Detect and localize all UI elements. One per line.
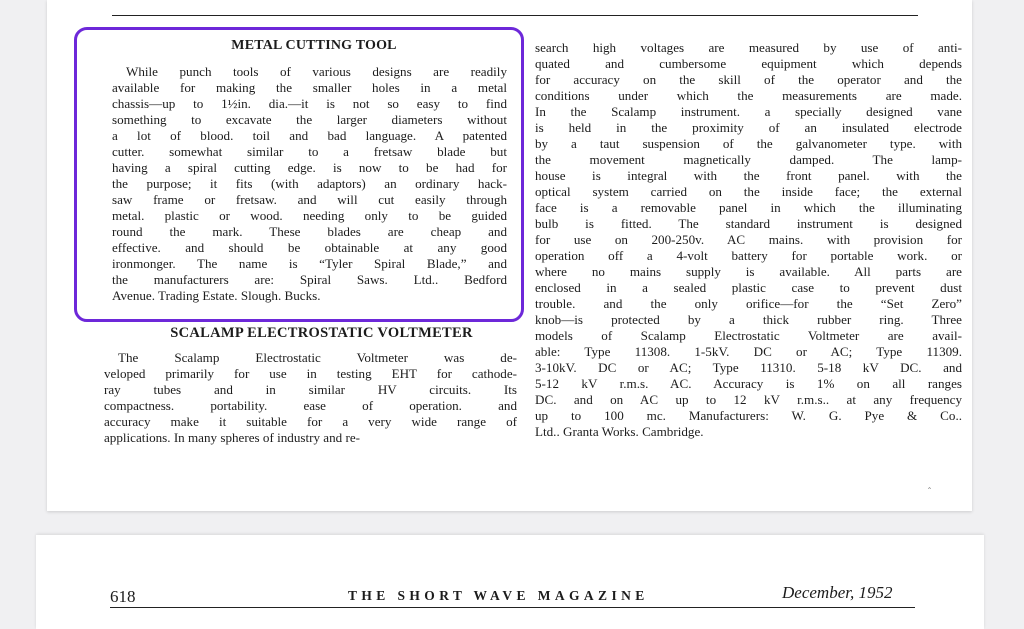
metal-cutting-tool-line: round the mark. These blades are cheap and: [112, 224, 507, 239]
scalamp-continued-line: knob—is protected by a thick rubber ring. Three: [535, 312, 962, 327]
metal-cutting-tool-line: Avenue. Trading Estate. Slough. Bucks.: [112, 288, 321, 303]
scalamp-continued-line: optical system carried on the inside face; the external: [535, 184, 962, 199]
scalamp-line: accuracy make it suitable for a very wide range of: [104, 414, 517, 429]
top-rule: [112, 15, 918, 16]
metal-cutting-tool-line: the purpose; it fits (with adaptors) an ordinary hack-: [112, 176, 507, 191]
scalamp-continued-line: face is a removable panel in which the illuminating: [535, 200, 962, 215]
scalamp-continued-line: models of Scalamp Electrostatic Voltmeter are avail-: [535, 328, 962, 343]
magazine-name: THE SHORT WAVE MAGAZINE: [348, 588, 649, 603]
scalamp-continued-line: able: Type 11308. 1-5kV. DC or AC; Type 11309.: [535, 344, 962, 359]
metal-cutting-tool-line: saw frame or fretsaw. and will cut easily through: [112, 192, 507, 207]
metal-cutting-tool-line: metal. plastic or wood. needing only to be guided: [112, 208, 507, 223]
metal-cutting-tool-line: While punch tools of various designs are readily: [126, 64, 507, 79]
metal-cutting-tool-line: ironmonger. The name is “Tyler Spiral Blade,” and: [112, 256, 507, 271]
metal-cutting-tool-text: [112, 64, 507, 304]
magazine-page: [47, 0, 972, 511]
scalamp-continued-line: 5-12 kV r.m.s. AC. Accuracy is 1% on all ranges: [535, 376, 962, 391]
metal-cutting-tool-line: cutter. somewhat similar to a fretsaw blade but: [112, 144, 507, 159]
scalamp-continued-line: 3-10kV. DC or AC; Type 11310. 5-18 kV DC. and: [535, 360, 962, 375]
scalamp-continued-line: by a taut suspension of the galvanometer type. with: [535, 136, 962, 151]
scalamp-continued-line: house is integral with the front panel. with the: [535, 168, 962, 183]
scalamp-continued-line: In the Scalamp instrument. a specially designed vane: [535, 104, 962, 119]
scalamp-continued-line: where no mains supply is available. All parts are: [535, 264, 962, 279]
scalamp-continued-line: the movement magnetically damped. The lamp-: [535, 152, 962, 167]
metal-cutting-tool-line: chassis—up to 1½in. dia.—it is not so easy to find: [112, 96, 507, 111]
magazine-footer-page: [36, 535, 984, 629]
scan-mark: ˆ: [927, 487, 932, 498]
scalamp-line: ray tubes and in similar HV circuits. Its: [104, 382, 517, 397]
scalamp-heading: SCALAMP ELECTROSTATIC VOLTMETER: [170, 325, 473, 341]
scalamp-continued-line: conditions under which the measurements are made.: [535, 88, 962, 103]
scalamp-continued-line: bulb is fitted. The standard instrument is designed: [535, 216, 962, 231]
scalamp-text-left: [104, 350, 517, 446]
scalamp-continued-line: operation off a 4-volt battery for portable work. or: [535, 248, 962, 263]
scalamp-continued-line: is held in the proximity of an insulated electrode: [535, 120, 962, 135]
scalamp-continued-line: enclosed in a sealed plastic case to prevent dust: [535, 280, 962, 295]
page-number: 618: [110, 587, 136, 606]
scalamp-continued-line: for use on 200-250v. AC mains. with provision for: [535, 232, 962, 247]
scalamp-line: The Scalamp Electrostatic Voltmeter was de-: [118, 350, 517, 365]
metal-cutting-tool-line: available for making the smaller holes in a metal: [112, 80, 507, 95]
scalamp-continued-line: quated and cumbersome equipment which depends: [535, 56, 962, 71]
metal-cutting-tool-line: effective. and should be obtainable at any good: [112, 240, 507, 255]
scalamp-line: veloped primarily for use in testing EHT for cathode-: [104, 366, 517, 381]
scalamp-line: compactness. portability. ease of operation. and: [104, 398, 517, 413]
scalamp-continued-line: up to 100 mc. Manufacturers: W. G. Pye & Co..: [535, 408, 962, 423]
scalamp-continued-line: for accuracy on the skill of the operator and the: [535, 72, 962, 87]
metal-cutting-tool-line: the manufacturers are: Spiral Saws. Ltd.. Bedford: [112, 272, 507, 287]
scalamp-continued-line: DC. and on AC up to 12 kV r.m.s.. at any frequency: [535, 392, 962, 407]
scalamp-line: applications. In many spheres of industry and re-: [104, 430, 360, 445]
issue-date: December, 1952: [782, 583, 893, 602]
metal-cutting-tool-line: a lot of blood. toil and bad language. A patented: [112, 128, 507, 143]
footer-rule: [110, 607, 915, 608]
metal-cutting-tool-heading: METAL CUTTING TOOL: [231, 38, 397, 53]
scalamp-continued-line: search high voltages are measured by use of anti-: [535, 40, 962, 55]
scalamp-continued-line: trouble. and the only orifice—for the “Set Zero”: [535, 296, 962, 311]
scalamp-continued-line: Ltd.. Granta Works. Cambridge.: [535, 424, 704, 439]
metal-cutting-tool-line: something to excavate the larger diameters without: [112, 112, 507, 127]
metal-cutting-tool-line: having a spiral cutting edge. is now to be had for: [112, 160, 507, 175]
scalamp-text-right: [535, 40, 962, 440]
